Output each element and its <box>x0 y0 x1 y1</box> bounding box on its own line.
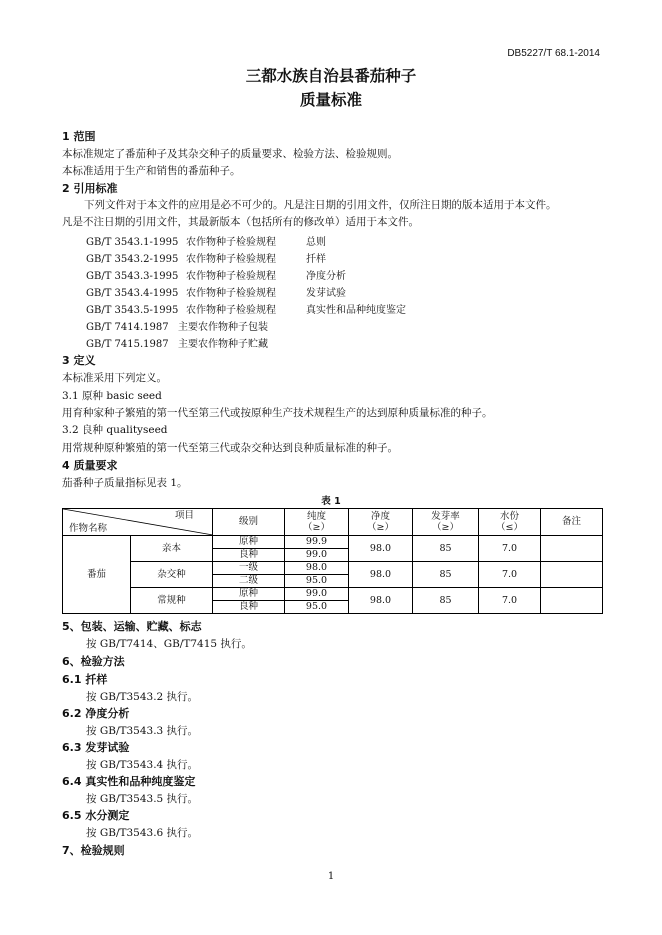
subsection-text: 按 GB/T3543.4 执行。 <box>86 759 199 771</box>
subsection-text: 按 GB/T3543.2 执行。 <box>86 691 199 703</box>
grade-cell: 一级 <box>213 562 285 575</box>
reference-item: GB/T 3543.5-1995 农作物种子检验规程 真实性和品种纯度鉴定 <box>86 305 406 316</box>
header-note: 备注 <box>541 509 603 536</box>
section-2-heading: 2 引用标准 <box>62 182 118 195</box>
crop-cell: 番茄 <box>63 536 131 614</box>
header-moisture: 水份 （≤） <box>479 509 541 536</box>
purity-cell: 99.9 <box>285 536 349 549</box>
definition-text: 用育种家种子繁殖的第一代至第三代或按原种生产技术规程生产的达到原种质量标准的种子。 <box>62 407 493 419</box>
section-5-heading: 5、包装、运输、贮藏、标志 <box>62 620 202 633</box>
section-2-paragraph: 凡是不注日期的引用文件，其最新版本（包括所有的修改单）适用于本文件。 <box>62 216 419 228</box>
subsection-title: 6.2 净度分析 <box>62 707 130 720</box>
purity-cell: 98.0 <box>285 562 349 575</box>
reference-item: GB/T 7414.1987 主要农作物种子包装 <box>86 322 268 333</box>
table-row <box>63 536 603 549</box>
cleanliness-cell: 98.0 <box>349 536 413 562</box>
purity-cell: 95.0 <box>285 601 349 614</box>
section-7-heading: 7、检验规则 <box>62 844 125 857</box>
germination-cell: 85 <box>413 588 479 614</box>
section-6-heading: 6、检验方法 <box>62 655 125 668</box>
header-purity: 纯度 （≥） <box>285 509 349 536</box>
note-cell <box>541 562 603 588</box>
subsection-text: 按 GB/T3543.6 执行。 <box>86 827 199 839</box>
page-number: 1 <box>327 871 335 882</box>
reference-item: GB/T 7415.1987 主要农作物种子贮藏 <box>86 339 268 350</box>
reference-item: GB/T 3543.4-1995 农作物种子检验规程 发芽试验 <box>86 288 346 299</box>
section-1-paragraph: 本标准规定了番茄种子及其杂交种子的质量要求、检验方法、检验规则。 <box>62 148 398 160</box>
grade-cell: 二级 <box>213 575 285 588</box>
definition-text: 用常规种原种繁殖的第一代至第三代或杂交种达到良种质量标准的种子。 <box>62 442 398 454</box>
header-crop-label: 作物名称 <box>69 523 108 534</box>
subsection-title: 6.5 水分测定 <box>62 809 130 822</box>
cleanliness-cell: 98.0 <box>349 562 413 588</box>
purity-cell: 95.0 <box>285 575 349 588</box>
germination-cell: 85 <box>413 562 479 588</box>
reference-item: GB/T 3543.3-1995 农作物种子检验规程 净度分析 <box>86 271 346 282</box>
diagonal-header-cell <box>63 509 213 536</box>
subsection-title: 6.1 扦样 <box>62 673 108 686</box>
document-title-line2: 质量标准 <box>299 91 362 109</box>
section-4-heading: 4 质量要求 <box>62 459 118 472</box>
note-cell <box>541 588 603 614</box>
seed-type-cell: 亲本 <box>131 536 213 562</box>
subsection-text: 按 GB/T3543.5 执行。 <box>86 793 199 805</box>
subsection-title: 6.3 发芽试验 <box>62 741 130 754</box>
reference-item: GB/T 3543.1-1995 农作物种子检验规程 总则 <box>86 237 326 248</box>
moisture-cell: 7.0 <box>479 562 541 588</box>
header-item-label: 项目 <box>174 510 194 521</box>
table-row <box>63 588 603 601</box>
document-title-line1: 三都水族自治县番茄种子 <box>245 67 417 85</box>
header-cleanliness: 净度 （≥） <box>349 509 413 536</box>
table-header-row <box>63 509 603 536</box>
subsection-title: 6.4 真实性和品种纯度鉴定 <box>62 775 196 788</box>
section-1-paragraph: 本标准适用于生产和销售的番茄种子。 <box>62 165 241 177</box>
standard-number: DB5227/T 68.1-2014 <box>507 48 600 59</box>
cleanliness-cell: 98.0 <box>349 588 413 614</box>
moisture-cell: 7.0 <box>479 588 541 614</box>
table-caption: 表 1 <box>321 496 341 507</box>
reference-item: GB/T 3543.2-1995 农作物种子检验规程 扦样 <box>86 254 326 265</box>
section-1-heading: 1 范围 <box>62 130 96 143</box>
grade-cell: 良种 <box>213 549 285 562</box>
table-row <box>63 562 603 575</box>
grade-cell: 原种 <box>213 536 285 549</box>
section-3-paragraph: 本标准采用下列定义。 <box>62 372 167 384</box>
seed-type-cell: 常规种 <box>131 588 213 614</box>
section-5-paragraph: 按 GB/T7414、GB/T7415 执行。 <box>86 638 252 650</box>
definition-title: 3.2 良种 qualityseed <box>62 424 168 436</box>
germination-cell: 85 <box>413 536 479 562</box>
definition-title: 3.1 原种 basic seed <box>62 390 162 402</box>
section-4-paragraph: 茄番种子质量指标见表 1。 <box>62 477 188 489</box>
grade-cell: 原种 <box>213 588 285 601</box>
seed-type-cell: 杂交种 <box>131 562 213 588</box>
quality-table <box>62 508 603 614</box>
section-3-heading: 3 定义 <box>62 354 96 367</box>
purity-cell: 99.0 <box>285 549 349 562</box>
header-germination: 发芽率 （≥） <box>413 509 479 536</box>
header-grade: 级别 <box>213 509 285 536</box>
note-cell <box>541 536 603 562</box>
moisture-cell: 7.0 <box>479 536 541 562</box>
subsection-text: 按 GB/T3543.3 执行。 <box>86 725 199 737</box>
grade-cell: 良种 <box>213 601 285 614</box>
section-2-paragraph: 下列文件对于本文件的应用是必不可少的。凡是注日期的引用文件，仅所注日期的版本适用于本文件。 <box>84 199 557 211</box>
purity-cell: 99.0 <box>285 588 349 601</box>
